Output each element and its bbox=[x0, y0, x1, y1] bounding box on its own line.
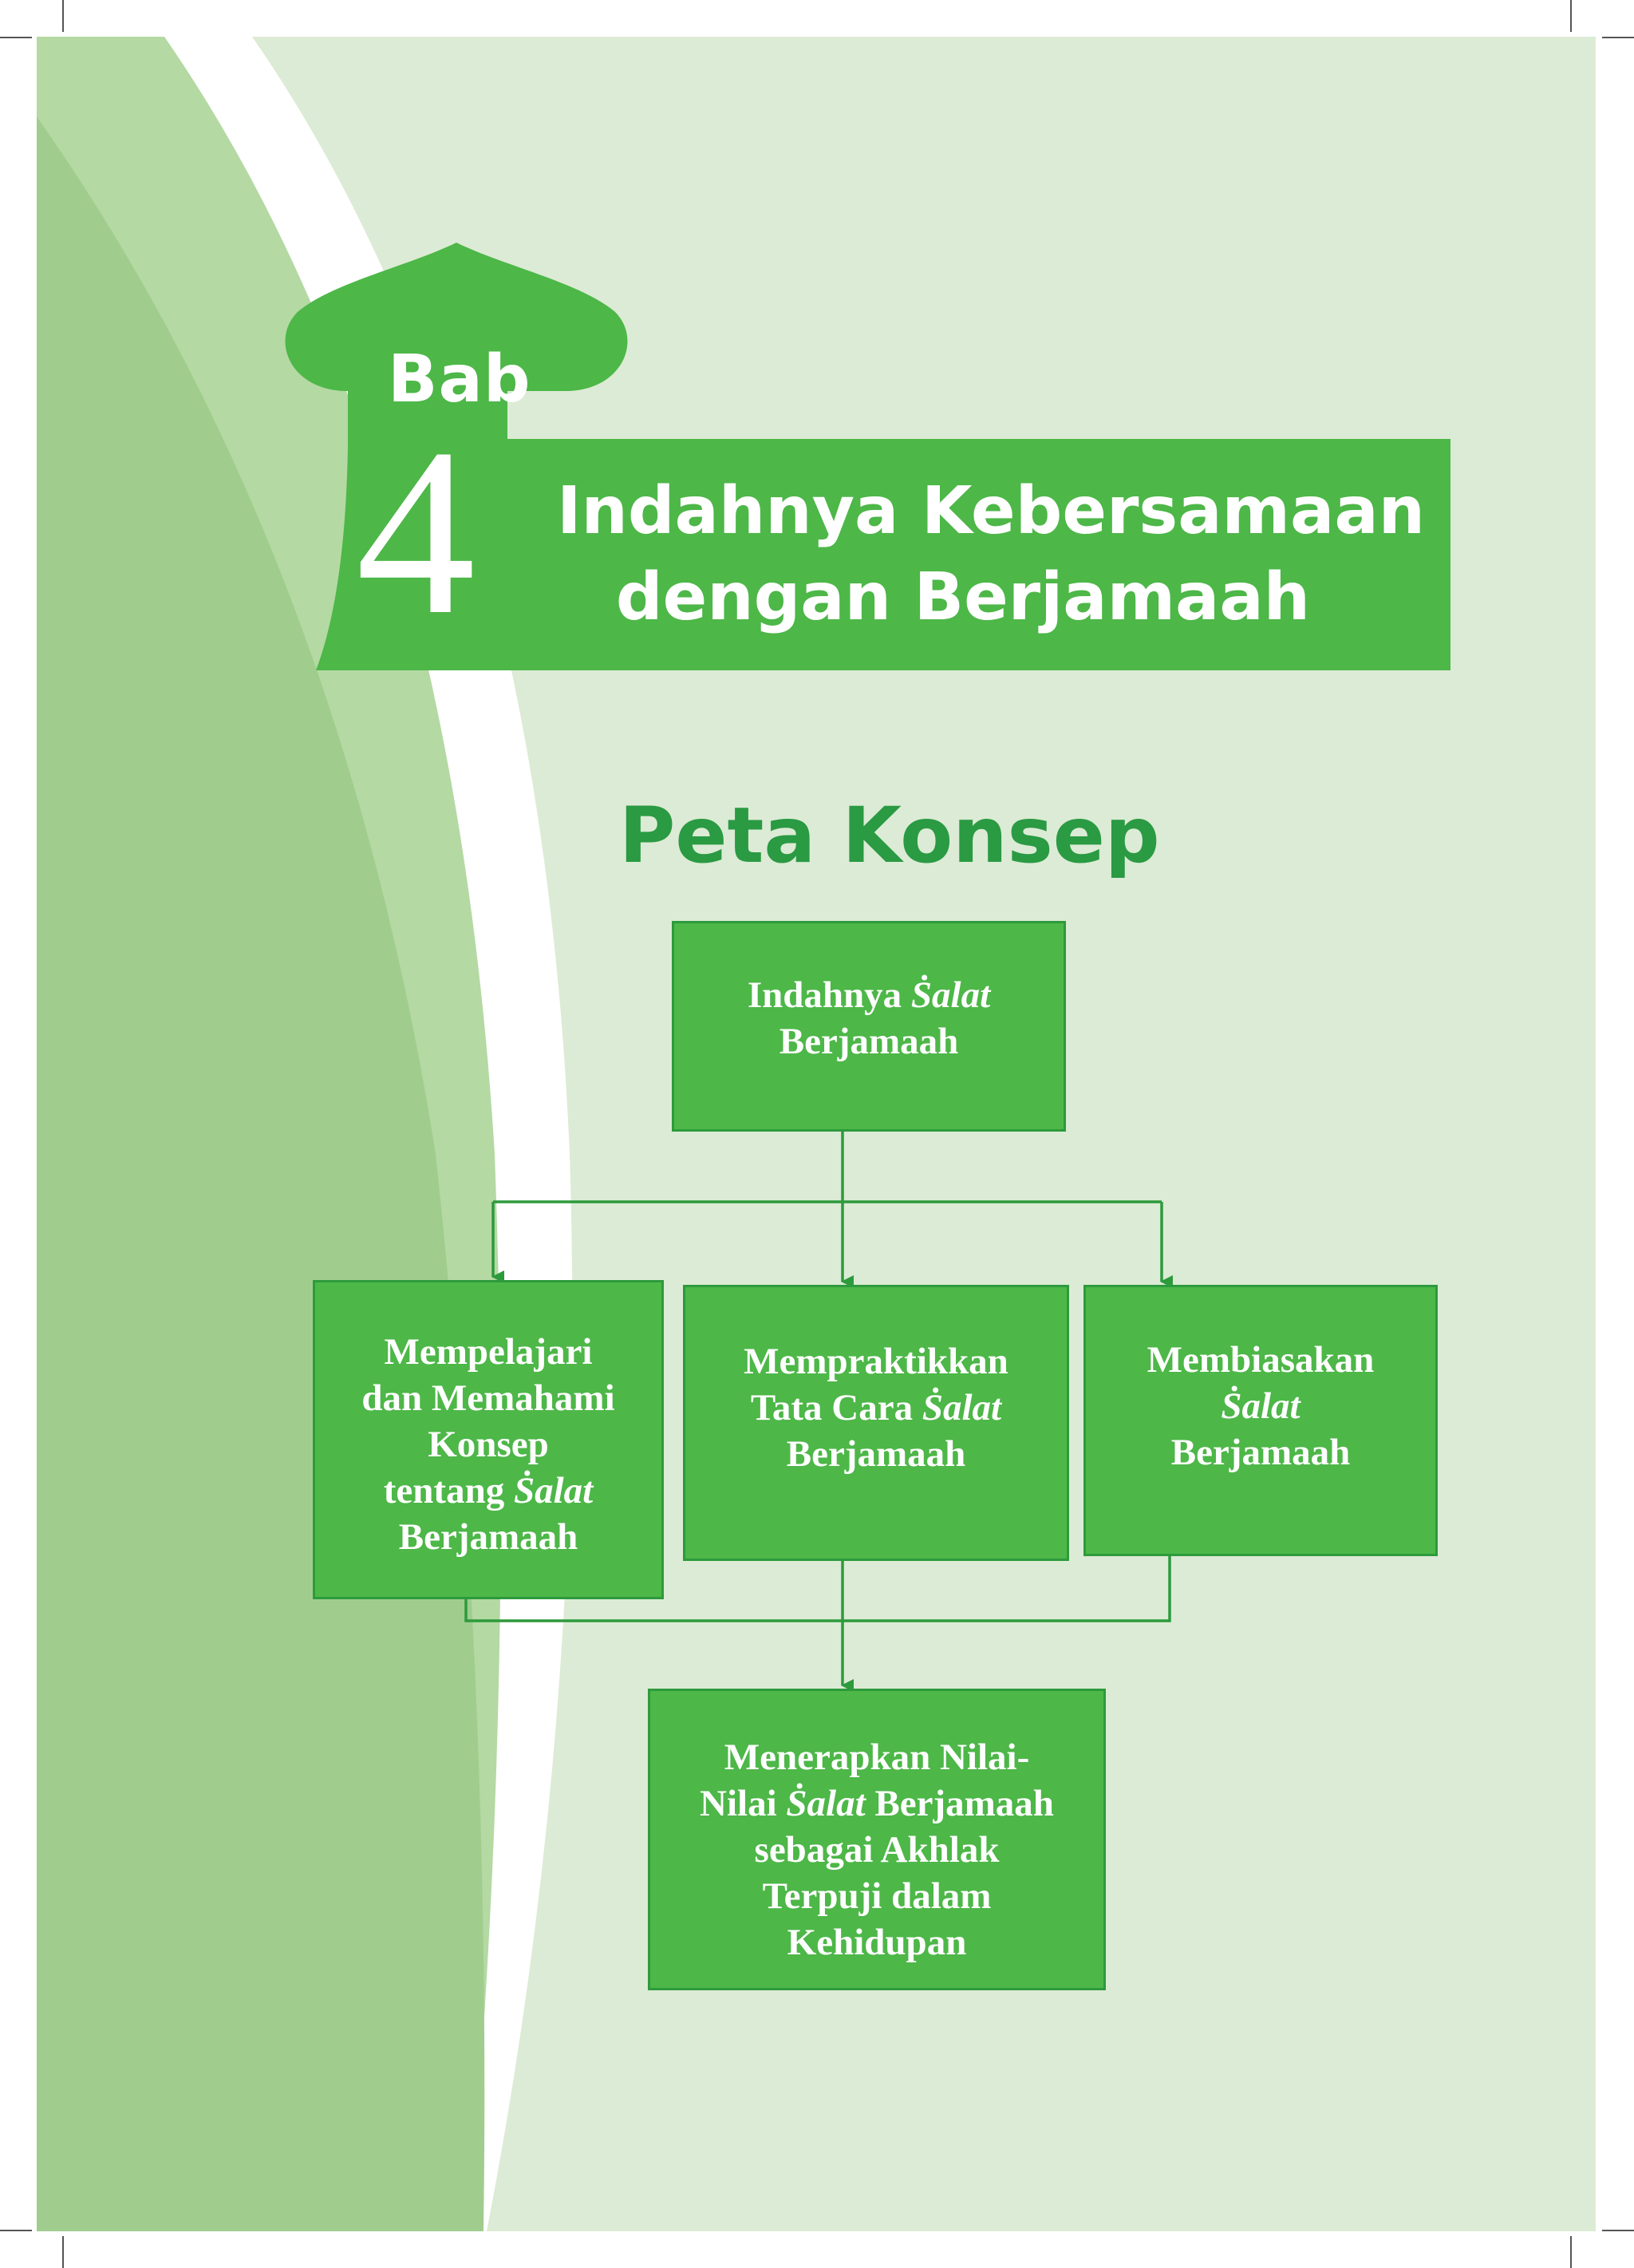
learn-text-italic: Ṡalat bbox=[513, 1470, 594, 1511]
chapter-title-line-1: Indahnya Kebersamaan bbox=[556, 473, 1426, 549]
crop-mark bbox=[0, 2230, 32, 2231]
learn-text: Berjamaah bbox=[398, 1516, 578, 1558]
book-page bbox=[37, 37, 1596, 2231]
apply-text: Berjamaah bbox=[865, 1783, 1054, 1824]
root-text: Berjamaah bbox=[779, 1021, 959, 1062]
apply-text: Terpuji dalam bbox=[762, 1875, 992, 1917]
crop-mark bbox=[1570, 0, 1572, 32]
root-text-italic: Ṡalat bbox=[910, 974, 991, 1016]
practice-text: Berjamaah bbox=[786, 1433, 966, 1475]
chapter-label: Bab bbox=[388, 342, 531, 417]
crop-mark bbox=[1570, 2236, 1572, 2268]
crop-mark bbox=[62, 0, 64, 32]
apply-text: Kehidupan bbox=[787, 1922, 967, 1963]
crop-mark bbox=[62, 2236, 64, 2268]
root-text: Indahnya bbox=[747, 974, 911, 1016]
apply-text: Menerapkan Nilai- bbox=[724, 1737, 1030, 1778]
chapter-number: 4 bbox=[356, 399, 476, 664]
habit-text: Berjamaah bbox=[1170, 1432, 1351, 1473]
crop-mark bbox=[1602, 2230, 1634, 2231]
crop-mark bbox=[0, 37, 32, 38]
chapter-title-line-2: dengan Berjamaah bbox=[615, 559, 1311, 635]
concept-node-root bbox=[672, 921, 1066, 1132]
learn-text: Konsep bbox=[428, 1424, 549, 1465]
crop-mark bbox=[1602, 37, 1634, 38]
apply-text: Nilai bbox=[700, 1783, 787, 1824]
concept-node-apply bbox=[648, 1689, 1106, 1990]
learn-text: tentang bbox=[383, 1470, 514, 1511]
habit-text-italic: Ṡalat bbox=[1221, 1385, 1300, 1427]
habit-text: Membiasakan bbox=[1147, 1339, 1375, 1381]
learn-text: Mempelajari bbox=[384, 1331, 593, 1373]
concept-node-learn bbox=[313, 1280, 664, 1599]
apply-text: sebagai Akhlak bbox=[754, 1829, 1000, 1871]
practice-text: Tata Cara bbox=[750, 1387, 922, 1428]
concept-map-heading: Peta Konsep bbox=[619, 791, 1160, 880]
learn-text: dan Memahami bbox=[361, 1377, 615, 1419]
apply-text-italic: Ṡalat bbox=[786, 1783, 866, 1824]
practice-text: Mempraktikkan bbox=[744, 1341, 1008, 1382]
concept-node-habit bbox=[1083, 1285, 1438, 1556]
practice-text-italic: Ṡalat bbox=[922, 1387, 1002, 1428]
concept-node-practice bbox=[683, 1285, 1069, 1561]
